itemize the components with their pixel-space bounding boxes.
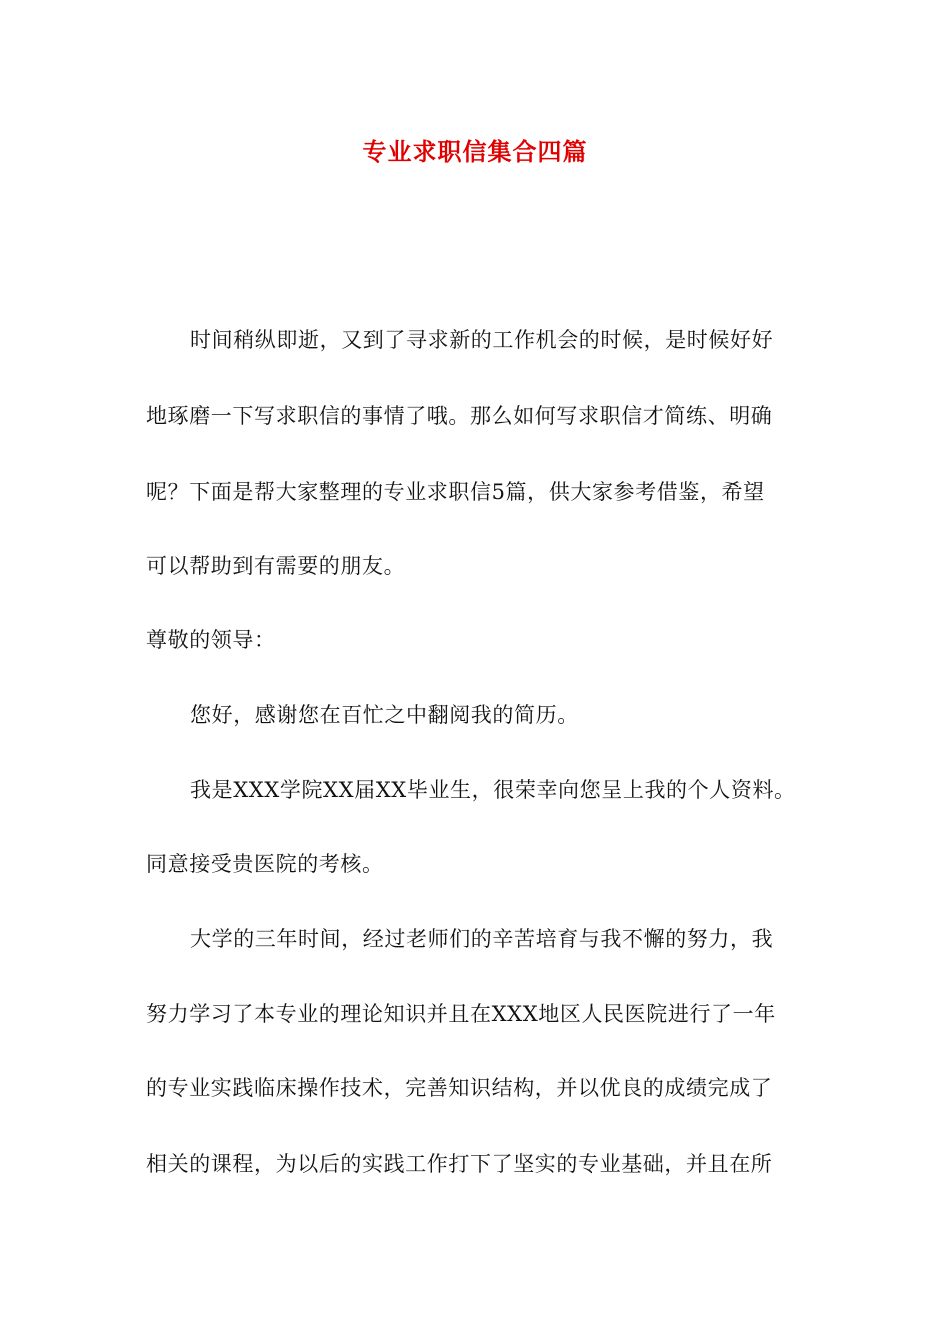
salutation: 尊敬的领导： — [146, 628, 276, 652]
paragraph-line: 相关的课程，为以后的实践工作打下了坚实的专业基础，并且在所 — [146, 1152, 773, 1176]
paragraph-line: 呢？下面是帮大家整理的专业求职信5篇，供大家参考借鉴，希望 — [146, 480, 765, 504]
paragraph-line: 大学的三年时间，经过老师们的辛苦培育与我不懈的努力，我 — [190, 927, 774, 951]
paragraph-line: 地琢磨一下写求职信的事情了哦。那么如何写求职信才简练、明确 — [146, 404, 773, 428]
paragraph-line: 您好，感谢您在百忙之中翻阅我的简历。 — [190, 703, 579, 727]
paragraph-line: 我是XXX学院XX届XX毕业生，很荣幸向您呈上我的个人资料。 — [190, 778, 796, 802]
paragraph-line: 同意接受贵医院的考核。 — [146, 852, 384, 876]
paragraph-line: 可以帮助到有需要的朋友。 — [146, 554, 406, 578]
paragraph-line: 时间稍纵即逝，又到了寻求新的工作机会的时候，是时候好好 — [190, 328, 774, 352]
paragraph-line: 努力学习了本专业的理论知识并且在XXX地区人民医院进行了一年 — [146, 1002, 776, 1026]
paragraph-line: 的专业实践临床操作技术，完善知识结构，并以优良的成绩完成了 — [146, 1076, 773, 1100]
document-title: 专业求职信集合四篇 — [362, 137, 588, 166]
